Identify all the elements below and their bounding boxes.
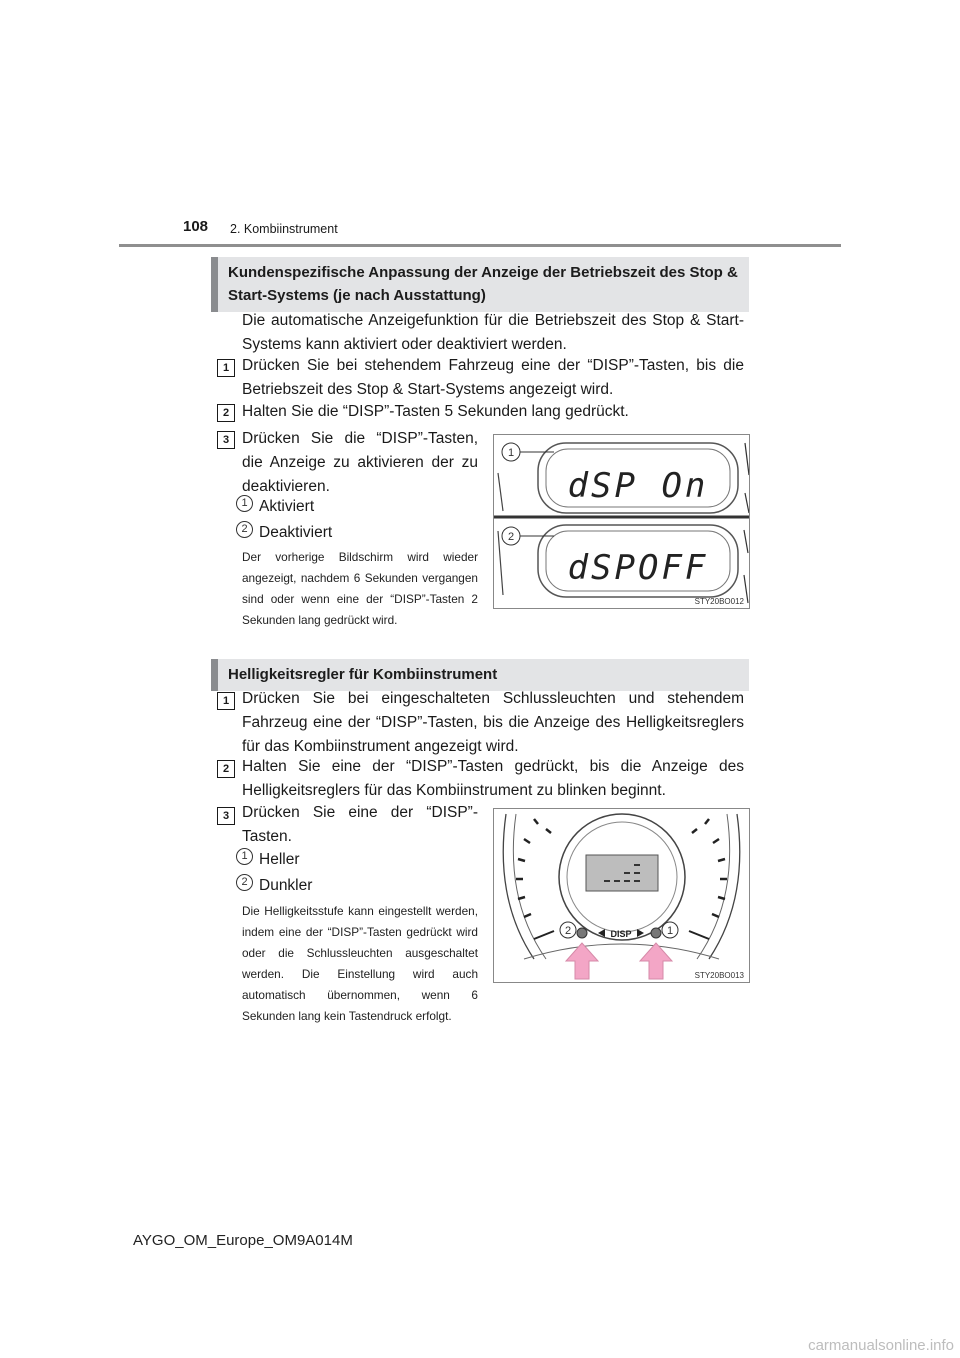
step-text-2: Halten Sie die “DISP”-Tasten 5 Sekunden lang gedrückt. xyxy=(242,403,629,420)
section-heading-stop-start: Kundenspezifische Anpassung der Anzeige der Betriebszeit des Stop & Start-Systems (je nach Ausstattung) xyxy=(211,257,749,312)
note-paragraph-1: Der vorherige Bildschirm wird wieder angezeigt, nachdem 6 Sekunden vergangen sind oder wenn eine der “DISP”-Tasten 2 Sekunden lang gedrückt wird. xyxy=(242,550,478,627)
step-number-2: 2 xyxy=(217,404,235,422)
item-label-brighter: Heller xyxy=(259,851,300,868)
callout-heller-marker: 1 xyxy=(236,848,253,865)
header-divider xyxy=(119,244,841,247)
figure1-callout-1: 1 xyxy=(507,447,515,459)
step2-number-3: 3 xyxy=(217,807,235,825)
step2-text-3: Drücken Sie eine der “DISP”-Tasten. xyxy=(242,804,478,845)
item-label-deactivated: Deaktiviert xyxy=(259,524,333,541)
figure1-callout-2: 2 xyxy=(507,531,515,543)
watermark: carmanualsonline.info xyxy=(808,1337,954,1354)
document-id: AYGO_OM_Europe_OM9A014M xyxy=(133,1232,353,1249)
figure2-callout-2: 2 xyxy=(564,925,572,937)
callout-2-marker: 2 xyxy=(236,521,253,538)
figure1-code: STY20BO012 xyxy=(694,597,744,606)
step-number-1: 1 xyxy=(217,359,235,377)
step-text-1: Drücken Sie bei stehendem Fahrzeug eine der “DISP”-Tasten, bis die Betriebszeit des Stop & Start-Systems angezeigt wird. xyxy=(242,357,744,398)
arrow-right-button xyxy=(640,943,672,979)
figure2-code: STY20BO013 xyxy=(694,971,744,980)
cluster-illustration xyxy=(494,809,749,982)
display-text-on: dSP On xyxy=(567,466,709,506)
section-title: 2. Kombiinstrument xyxy=(230,222,338,236)
display-illustration xyxy=(494,435,749,608)
callout-dunkler-marker: 2 xyxy=(236,874,253,891)
step2-number-1: 1 xyxy=(217,692,235,710)
figure2-callout-1: 1 xyxy=(666,925,674,937)
item-label-darker: Dunkler xyxy=(259,877,313,894)
item-label-activated: Aktiviert xyxy=(259,498,315,515)
step-text-3: Drücken Sie die “DISP”-Tasten, die Anzeige zu aktivieren der zu deaktivieren. xyxy=(242,430,478,495)
figure-display-toggle xyxy=(493,434,750,609)
disp-label: DISP xyxy=(610,929,632,939)
step2-text-2: Halten Sie eine der “DISP”-Tasten gedrückt, bis die Anzeige des Helligkeitsreglers für das Kombiinstrument zu blinken beginnt. xyxy=(242,758,744,799)
step2-number-2: 2 xyxy=(217,760,235,778)
section-heading-brightness: Helligkeitsregler für Kombiinstrument xyxy=(211,659,749,691)
note-paragraph-2: Die Helligkeitsstufe kann eingestellt werden, indem eine der “DISP”-Tasten gedrückt wird oder die Schlussleuchten ausgeschaltet werden. Die Einstellung wird auch automatisch übernommen, wenn 6 Sekunden lang kein Tastendruck erfolgt. xyxy=(242,904,478,1023)
callout-1-marker: 1 xyxy=(236,495,253,512)
display-text-off: dSPOFF xyxy=(567,548,709,588)
step2-text-1: Drücken Sie bei eingeschalteten Schlussleuchten und stehendem Fahrzeug eine der “DISP”-Tasten, bis die Anzeige des Helligkeitsreglers für das Kombiinstrument angezeigt wird. xyxy=(242,690,744,755)
page-number: 108 xyxy=(183,218,209,235)
step-number-3: 3 xyxy=(217,431,235,449)
figure-brightness-control xyxy=(493,808,750,983)
intro-paragraph: Die automatische Anzeigefunktion für die Betriebszeit des Stop & Start-Systems kann aktiviert oder deaktiviert werden. xyxy=(242,312,744,353)
